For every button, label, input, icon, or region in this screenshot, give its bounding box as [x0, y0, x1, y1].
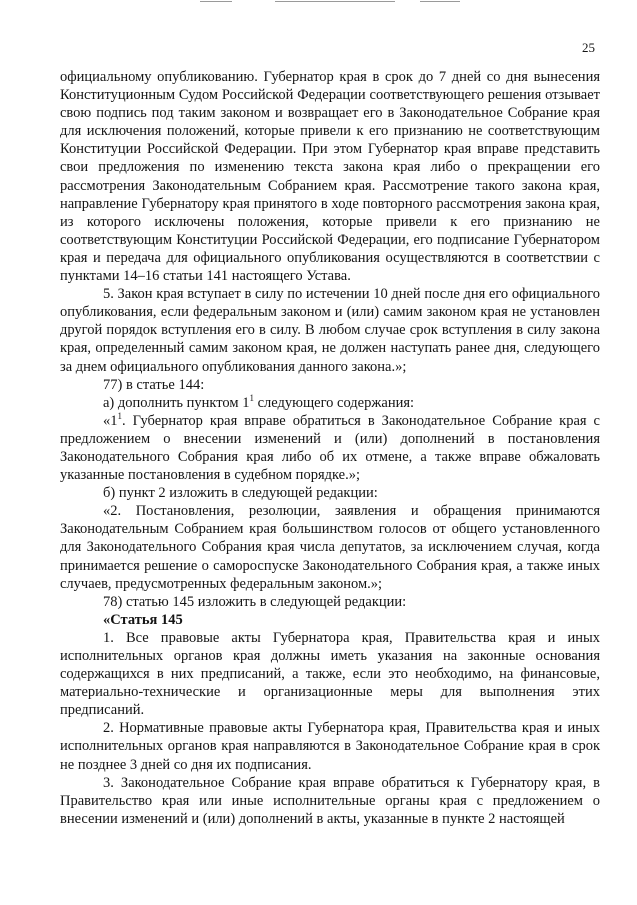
page-number: 25 [582, 40, 595, 55]
paragraph-item-78: 78) статью 145 изложить в следующей редакции: [103, 593, 407, 610]
quote-start: «1 [103, 412, 118, 429]
superscript: 1 [249, 392, 254, 403]
scan-edge-line [420, 1, 460, 2]
paragraph-quote-2: «2. Постановления, резолюции, заявления и обращения принимаются Законодательным Собранием края большинством голосов от общего установленного для Законодательного Собрания края числа депутатов, за исключением случая, когда принимается решение о самороспуске Законодательного Собрания края, а также иных случаев, предусмотренных федеральным законом.»; [60, 503, 600, 592]
scan-edge-line [275, 1, 395, 2]
paragraph-item-b: б) пункт 2 изложить в следующей редакции: [103, 485, 378, 502]
scan-edge-line [200, 1, 232, 2]
document-body [60, 68, 600, 828]
paragraph-continuation: официальному опубликованию. Губернатор края в срок до 7 дней со дня вынесения Конституционным Судом Российской Федерации соответствующего решения отзывает свою подпись под таким законом и возвращает его в Законодательное Собрание края для исключения положений, которые привели к его признанию не соответствующим Конституции Российской Федерации. При этом Губернатор края вправе представить свои предложения по изменению текста закона края либо о прекращении его рассмотрения Законодательным Собранием края. Рассмотрение такого закона края, направление Губернатору края принятого в ходе повторного рассмотрения закона края, из которого исключены положения, которые привели к его признанию не соответствующим Конституции Российской Федерации, его подписание Губернатором края и передача для официального опубликования осуществляются в соответствии с пунктами 14–16 статьи 141 настоящего Устава. [60, 69, 600, 285]
paragraph-article-145-2: 2. Нормативные правовые акты Губернатора края, Правительства края и иных исполнительных органов края направляются в Законодательное Собрание края в срок не позднее 3 дней со дня их подписания. [60, 720, 600, 773]
superscript: 1 [117, 410, 122, 421]
paragraph-article-145-3: 3. Законодательное Собрание края вправе обратиться к Губернатору края, в Правительство края или иные исполнительные органы края с предложением о внесении изменений и (или) дополнений в акты, указанные в пункте 2 настоящей [60, 774, 600, 827]
item-a-text: а) дополнить пунктом 1 [103, 394, 250, 411]
paragraph-item-77: 77) в статье 144: [103, 376, 205, 393]
article-heading: «Статья 145 [103, 611, 183, 628]
quote-text: . Губернатор края вправе обратиться в Законодательное Собрание края с предложением о внесении изменений и (или) дополнений в постановления Законодательного Собрания края либо об их отмене, а также вправе обжаловать указанные постановления в судебном порядке.»; [60, 412, 600, 484]
paragraph-item-a [60, 394, 600, 412]
item-a-text-end: следующего содержания: [253, 394, 415, 411]
paragraph-quote-1-1 [60, 412, 600, 484]
paragraph-article-145-1: 1. Все правовые акты Губернатора края, Правительства края и иных исполнительных органов края должны иметь указания на законные основания содержащихся в них предписаний, а также, если это необходимо, на финансовые, материально-технические и организационные меры для выполнения этих предписаний. [60, 629, 600, 719]
paragraph-item-5: 5. Закон края вступает в силу по истечении 10 дней после дня его официального опубликования, если федеральным законом и (или) самим законом края не установлен другой порядок вступления его в силу. В любом случае срок вступления в силу закона края, определенный самим законом края, не должен наступать ранее дня, следующего за днем официального опубликования данного закона.»; [60, 286, 600, 375]
